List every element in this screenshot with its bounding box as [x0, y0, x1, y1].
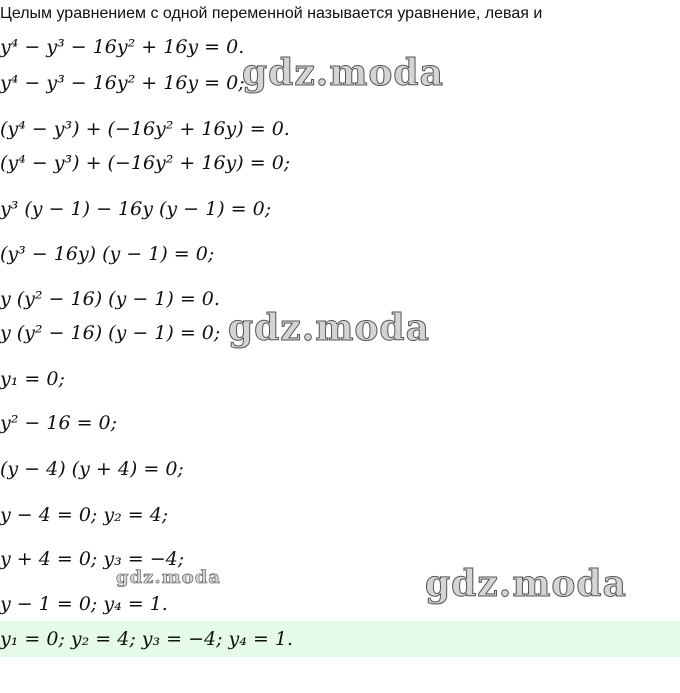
equation-line-14: y − 1 = 0; y₄ = 1. [0, 593, 168, 615]
watermark-logo: gdz.moda [425, 563, 627, 605]
equation-line-7: y (y² − 16) (y − 1) = 0. [0, 288, 220, 310]
watermark-logo-small: gdz.moda [116, 567, 221, 588]
page-header-text: Целым уравнением с одной переменной называется уравнение, левая и [0, 5, 543, 22]
equation-line-1: y⁴ − y³ − 16y² + 16y = 0. [0, 36, 245, 58]
equation-line-5: y³ (y − 1) − 16y (y − 1) = 0; [0, 198, 272, 220]
equation-line-9: y₁ = 0; [0, 368, 65, 390]
equation-line-3: (y⁴ − y³) + (−16y² + 16y) = 0. [0, 118, 290, 140]
equation-line-6: (y³ − 16y) (y − 1) = 0; [0, 243, 215, 265]
equation-line-2: y⁴ − y³ − 16y² + 16y = 0; [0, 72, 245, 94]
equation-line-13: y + 4 = 0; y₃ = −4; [0, 548, 185, 570]
equation-line-4: (y⁴ − y³) + (−16y² + 16y) = 0; [0, 152, 291, 174]
final-answer: y₁ = 0; y₂ = 4; y₃ = −4; y₄ = 1. [0, 628, 294, 650]
equation-line-8: y (y² − 16) (y − 1) = 0; [0, 322, 221, 344]
equation-line-12: y − 4 = 0; y₂ = 4; [0, 504, 169, 526]
watermark-logo: gdz.moda [242, 52, 444, 94]
equation-line-10: y² − 16 = 0; [0, 412, 118, 434]
watermark-logo: gdz.moda [228, 307, 430, 349]
equation-line-11: (y − 4) (y + 4) = 0; [0, 458, 184, 480]
